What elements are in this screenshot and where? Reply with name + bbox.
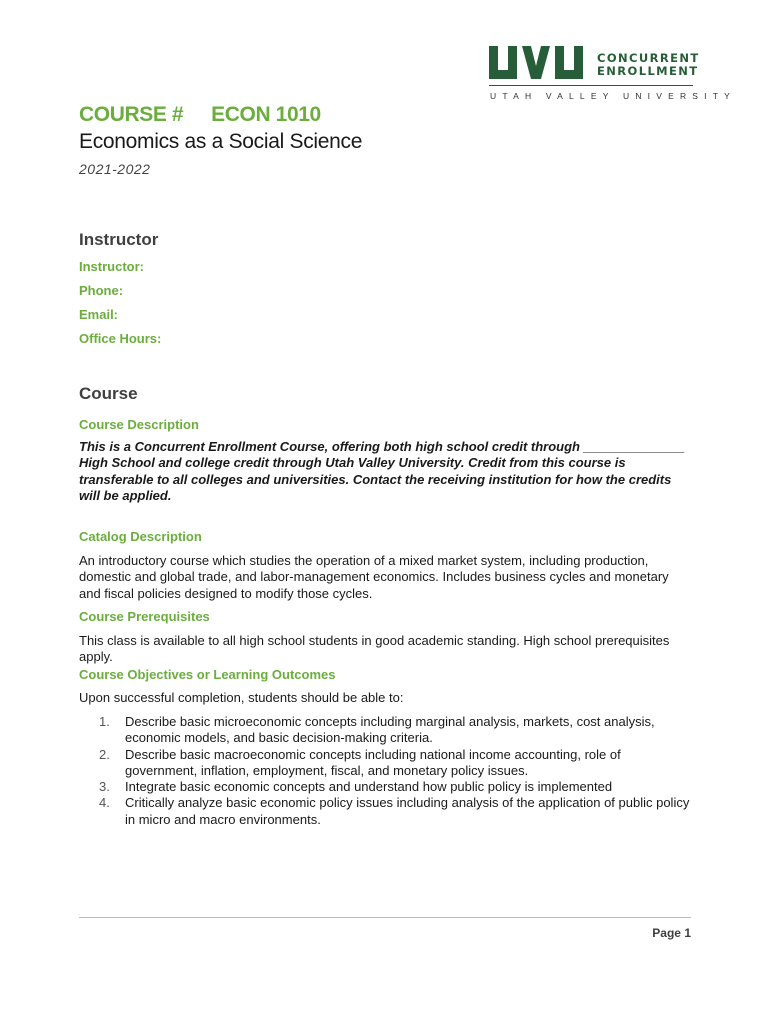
instructor-field: Instructor: (79, 259, 144, 274)
course-number-line (79, 103, 321, 127)
list-item (79, 779, 691, 795)
catalog-description-heading: Catalog Description (79, 529, 202, 544)
course-title: Economics as a Social Science (79, 130, 363, 153)
course-objectives-heading: Course Objectives or Learning Outcomes (79, 667, 336, 682)
list-item-text: Integrate basic economic concepts and understand how public policy is implemented (125, 779, 613, 795)
list-item-text: Critically analyze basic economic policy issues including analysis of the application of public policy in micro and macro environments. (125, 795, 690, 827)
list-item (79, 714, 691, 747)
course-code: ECON 1010 (211, 103, 321, 126)
list-item-text: Describe basic microeconomic concepts including marginal analysis, markets, cost analysis, economic models, and basic decision-making criteria. (125, 714, 655, 746)
course-prerequisites-text: This class is available to all high school students in good academic standing. High school prerequisites apply. (79, 633, 670, 665)
list-item (79, 795, 691, 828)
office-hours-field: Office Hours: (79, 331, 162, 346)
list-item-number: 3. (99, 779, 110, 795)
course-heading: Course (79, 384, 138, 403)
academic-year: 2021-2022 (79, 161, 151, 177)
list-item (79, 747, 691, 780)
list-item-number: 2. (99, 746, 110, 762)
list-item-number: 4. (99, 795, 110, 811)
course-description-text: This is a Concurrent Enrollment Course, offering both high school credit through ______________ High School and college credit through Utah Valley University. Credit from this course is transferable to all colleges and universities. Contact the receiving institution for how the credits will be applied. (79, 439, 685, 503)
course-description-heading: Course Description (79, 417, 199, 432)
uvu-concurrent-enrollment-logo (489, 46, 736, 102)
list-item-number: 1. (99, 714, 110, 729)
list-item-text: Describe basic macroeconomic concepts including national income accounting, role of government, inflation, employment, fiscal, and monetary policy issues. (125, 746, 621, 778)
logo-line-2: ENROLLMENT (597, 64, 699, 78)
email-field: Email: (79, 307, 119, 322)
catalog-description-text: An introductory course which studies the operation of a mixed market system, including production, domestic and global trade, and labor-management economics. Includes business cycles and monetary and fiscal policies designed to modify those cycles. (79, 553, 669, 601)
course-objectives-intro: Upon successful completion, students should be able to: (79, 690, 404, 705)
logo-line-1: CONCURRENT (597, 51, 700, 65)
logo-divider (489, 85, 693, 86)
uvu-logo-mark (489, 46, 589, 82)
logo-university-name: UTAH VALLEY UNIVERSITY (490, 91, 736, 101)
course-prerequisites-heading: Course Prerequisites (79, 609, 210, 624)
phone-field: Phone: (79, 283, 124, 298)
instructor-heading: Instructor (79, 230, 159, 249)
footer-divider (79, 917, 691, 918)
course-label: COURSE # (79, 103, 184, 126)
learning-outcomes-list (79, 714, 691, 828)
page-number: Page 1 (652, 926, 691, 940)
logo-concurrent-enrollment-text (597, 52, 700, 78)
